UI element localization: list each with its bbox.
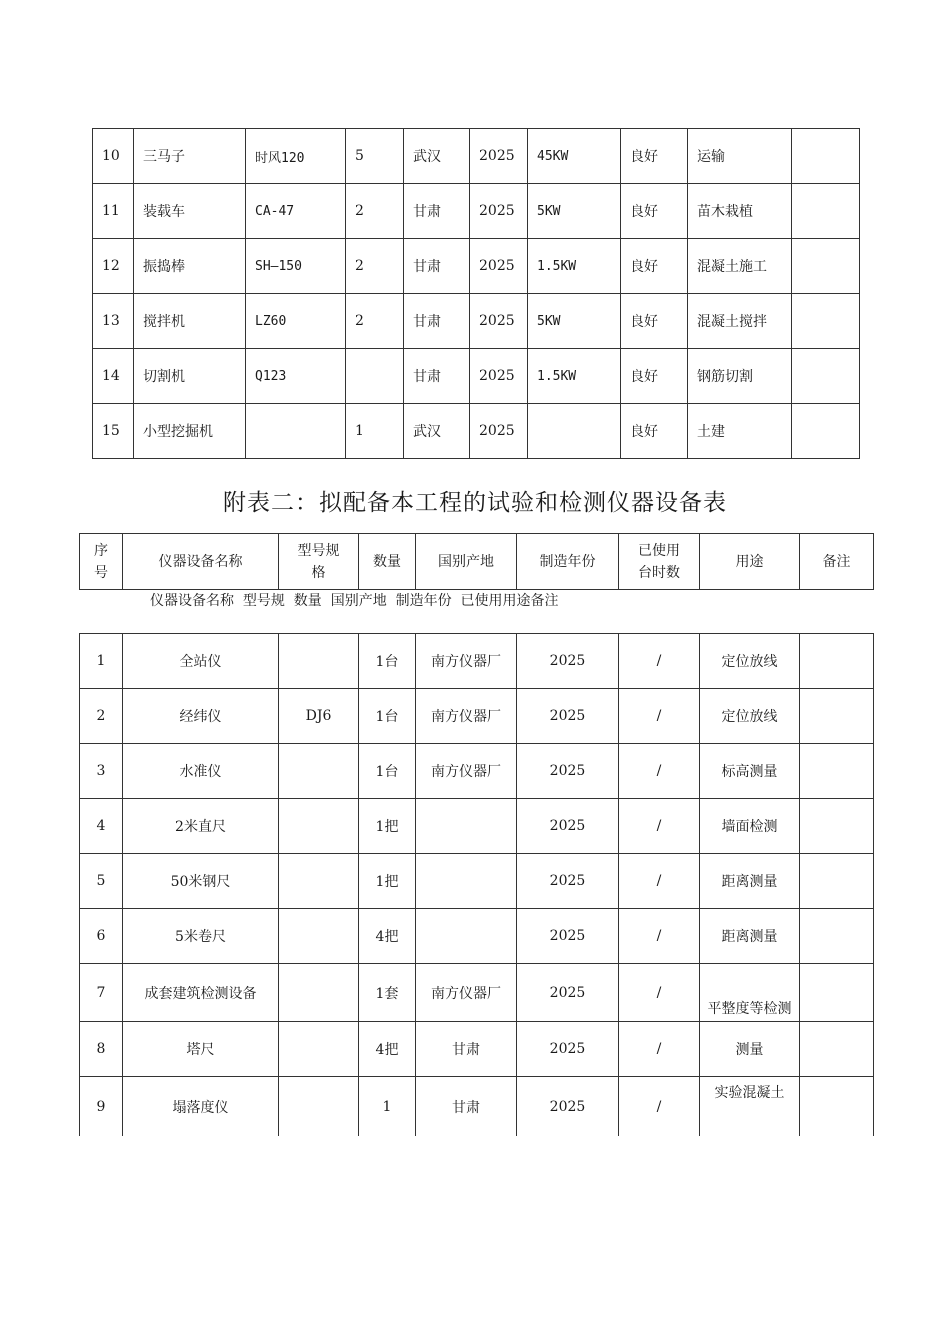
table-cell: 混凝土施工 — [688, 239, 792, 294]
table-cell: 混凝土搅拌 — [688, 294, 792, 349]
table-cell: 2025 — [517, 1077, 619, 1137]
table-cell: 良好 — [621, 239, 688, 294]
table-row — [93, 184, 860, 239]
table-cell: SH—150 — [246, 239, 346, 294]
table-cell: 5KW — [528, 294, 621, 349]
table-row — [80, 689, 874, 744]
table-cell: 塌落度仪 — [123, 1077, 279, 1137]
table-cell: 2025 — [470, 129, 528, 184]
table-cell — [416, 909, 517, 964]
table-cell: 装载车 — [134, 184, 246, 239]
table-cell: 2025 — [517, 1022, 619, 1077]
table-cell — [279, 854, 359, 909]
table-cell: 南方仪器厂 — [416, 964, 517, 1022]
table-cell: Q123 — [246, 349, 346, 404]
table-cell: 定位放线 — [700, 634, 800, 689]
table-cell: 2025 — [517, 689, 619, 744]
table-cell: 8 — [80, 1022, 123, 1077]
table-cell: 南方仪器厂 — [416, 744, 517, 799]
table-cell: 国别产地 — [416, 534, 517, 590]
table-cell: 2025 — [470, 294, 528, 349]
table-row — [80, 799, 874, 854]
table-cell — [528, 404, 621, 459]
table-cell: 切割机 — [134, 349, 246, 404]
table-cell: 型号规格 — [279, 534, 359, 590]
table-cell: 距离测量 — [700, 854, 800, 909]
table-cell: 序号 — [80, 534, 123, 590]
table-cell: 45KW — [528, 129, 621, 184]
table-cell: 5 — [346, 129, 404, 184]
table-cell: 南方仪器厂 — [416, 689, 517, 744]
table-row — [93, 129, 860, 184]
table-cell — [792, 239, 860, 294]
table-row — [80, 964, 874, 1022]
table-cell: 水准仪 — [123, 744, 279, 799]
table-cell: 2米直尺 — [123, 799, 279, 854]
table-row — [80, 744, 874, 799]
table-cell — [800, 1022, 874, 1077]
table-cell: LZ60 — [246, 294, 346, 349]
table-cell: 实验混凝土 — [700, 1077, 800, 1137]
table-cell — [792, 349, 860, 404]
table-cell: 1 — [346, 404, 404, 459]
table-cell: 2025 — [470, 239, 528, 294]
table-cell: 11 — [93, 184, 134, 239]
table-cell: 1.5KW — [528, 239, 621, 294]
table-cell: 运输 — [688, 129, 792, 184]
table-cell: 良好 — [621, 349, 688, 404]
table-cell: 已使用台时数 — [619, 534, 700, 590]
table-cell: 1把 — [359, 799, 416, 854]
table-cell: CA-47 — [246, 184, 346, 239]
table-cell: / — [619, 1077, 700, 1137]
table-cell: 2 — [346, 184, 404, 239]
table-cell — [800, 909, 874, 964]
table-cell: 甘肃 — [416, 1077, 517, 1137]
table-row — [93, 294, 860, 349]
table-cell: 10 — [93, 129, 134, 184]
table-cell: / — [619, 1022, 700, 1077]
table-cell: 定位放线 — [700, 689, 800, 744]
table-cell — [279, 744, 359, 799]
table-cell: 塔尺 — [123, 1022, 279, 1077]
table-cell — [792, 404, 860, 459]
table-cell: 1 — [359, 1077, 416, 1137]
table-cell — [279, 799, 359, 854]
table-cell — [279, 909, 359, 964]
table-cell — [346, 349, 404, 404]
table-cell: 武汉 — [404, 129, 470, 184]
table-row — [80, 854, 874, 909]
table-cell: 14 — [93, 349, 134, 404]
table-row — [93, 404, 860, 459]
table-cell: 甘肃 — [416, 1022, 517, 1077]
table-row — [80, 1022, 874, 1077]
page-title: 附表二：拟配备本工程的试验和检测仪器设备表 — [223, 490, 727, 516]
table-cell: 1 — [80, 634, 123, 689]
table-row — [80, 634, 874, 689]
table-cell: / — [619, 909, 700, 964]
table-cell: 1把 — [359, 854, 416, 909]
table-cell — [800, 634, 874, 689]
instrument-table — [79, 633, 874, 1136]
header-repeat-line: 仪器设备名称 型号规 数量 国别产地 制造年份 已使用用途备注 — [150, 593, 559, 609]
table-row — [80, 1077, 874, 1137]
table-cell: 甘肃 — [404, 349, 470, 404]
table-cell: 小型挖掘机 — [134, 404, 246, 459]
table-cell: 仪器设备名称 — [123, 534, 279, 590]
table-row — [93, 239, 860, 294]
table-cell: 全站仪 — [123, 634, 279, 689]
table-cell: 距离测量 — [700, 909, 800, 964]
equipment-table — [92, 128, 860, 459]
table-cell: / — [619, 854, 700, 909]
table-row — [80, 909, 874, 964]
table-cell: 15 — [93, 404, 134, 459]
table-cell: 标高测量 — [700, 744, 800, 799]
table-cell: 经纬仪 — [123, 689, 279, 744]
table-cell — [792, 294, 860, 349]
table-cell: 5米卷尺 — [123, 909, 279, 964]
table-cell: 甘肃 — [404, 239, 470, 294]
table-row — [93, 349, 860, 404]
table-cell — [800, 1077, 874, 1137]
table-cell: 1台 — [359, 744, 416, 799]
header-row — [80, 534, 874, 590]
table-cell: 时风120 — [246, 129, 346, 184]
table-cell: 良好 — [621, 129, 688, 184]
table-cell: 2 — [80, 689, 123, 744]
table-cell: 50米钢尺 — [123, 854, 279, 909]
table-cell: 2025 — [470, 184, 528, 239]
table-cell: 甘肃 — [404, 294, 470, 349]
table-cell: 4 — [80, 799, 123, 854]
table-cell: 南方仪器厂 — [416, 634, 517, 689]
table-cell: 2025 — [470, 404, 528, 459]
table-cell — [279, 1077, 359, 1137]
table-cell: 5KW — [528, 184, 621, 239]
table-cell: 振捣棒 — [134, 239, 246, 294]
table-cell: 2025 — [517, 909, 619, 964]
table-cell: 良好 — [621, 404, 688, 459]
table-cell: / — [619, 799, 700, 854]
table-cell: 2025 — [517, 744, 619, 799]
table-cell — [800, 744, 874, 799]
table-cell: 2 — [346, 294, 404, 349]
table-cell — [800, 799, 874, 854]
table-cell — [792, 184, 860, 239]
table-cell: 土建 — [688, 404, 792, 459]
table-cell: 数量 — [359, 534, 416, 590]
table-cell: 钢筋切割 — [688, 349, 792, 404]
table-cell: 成套建筑检测设备 — [123, 964, 279, 1022]
table-cell: 2025 — [517, 964, 619, 1022]
table-cell: 7 — [80, 964, 123, 1022]
table-cell: 武汉 — [404, 404, 470, 459]
table-cell: 4把 — [359, 1022, 416, 1077]
table-cell — [792, 129, 860, 184]
table-cell — [800, 964, 874, 1022]
table-cell — [279, 964, 359, 1022]
table-cell: 12 — [93, 239, 134, 294]
table-cell: / — [619, 964, 700, 1022]
table-cell: 搅拌机 — [134, 294, 246, 349]
table-cell: 2 — [346, 239, 404, 294]
table-cell: 测量 — [700, 1022, 800, 1077]
table-cell: 墙面检测 — [700, 799, 800, 854]
table-cell: 2025 — [517, 634, 619, 689]
table-cell — [800, 854, 874, 909]
table-cell: 3 — [80, 744, 123, 799]
table-cell: 5 — [80, 854, 123, 909]
table-cell: DJ6 — [279, 689, 359, 744]
table-cell — [279, 1022, 359, 1077]
table-cell: 制造年份 — [517, 534, 619, 590]
table-cell: 9 — [80, 1077, 123, 1137]
table-cell — [800, 689, 874, 744]
table-cell: 1.5KW — [528, 349, 621, 404]
table-cell: 13 — [93, 294, 134, 349]
table-cell: 良好 — [621, 184, 688, 239]
table-cell: 良好 — [621, 294, 688, 349]
table-cell: 平整度等检测 — [700, 964, 800, 1022]
table-cell: 甘肃 — [404, 184, 470, 239]
table-cell: 2025 — [517, 799, 619, 854]
table-cell — [246, 404, 346, 459]
table-cell: 1套 — [359, 964, 416, 1022]
table-cell: / — [619, 744, 700, 799]
table-cell — [416, 854, 517, 909]
table-cell: 1台 — [359, 634, 416, 689]
table-cell: 备注 — [800, 534, 874, 590]
table-cell: 1台 — [359, 689, 416, 744]
table-cell — [279, 634, 359, 689]
table-cell: 2025 — [517, 854, 619, 909]
table-cell: 4把 — [359, 909, 416, 964]
table-cell: / — [619, 689, 700, 744]
table-cell: / — [619, 634, 700, 689]
table-cell: 2025 — [470, 349, 528, 404]
table-cell: 用途 — [700, 534, 800, 590]
table-cell: 苗木栽植 — [688, 184, 792, 239]
table-cell — [416, 799, 517, 854]
instrument-table-header — [79, 533, 874, 590]
table-cell: 三马子 — [134, 129, 246, 184]
table-cell: 6 — [80, 909, 123, 964]
